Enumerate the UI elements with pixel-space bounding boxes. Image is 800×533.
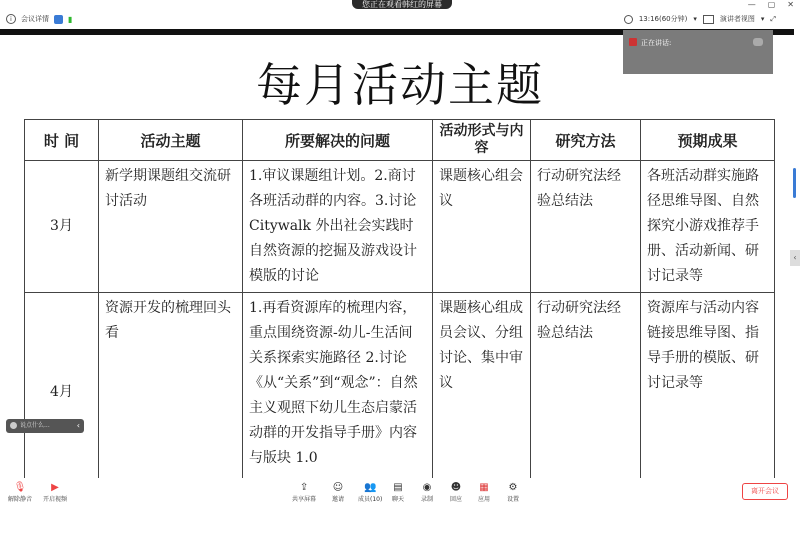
invite-button[interactable] bbox=[332, 482, 344, 503]
chevron-right-icon[interactable]: ‹ bbox=[790, 250, 800, 266]
mic-muted-icon: 🎙 bbox=[13, 482, 27, 493]
share-screen-button[interactable] bbox=[292, 482, 316, 503]
table-row bbox=[25, 293, 775, 479]
cell-form: 课题核心组会议 bbox=[433, 161, 531, 293]
settings-button[interactable] bbox=[507, 482, 519, 503]
cell-method: 行动研究法经验总结法 bbox=[531, 161, 641, 293]
leave-meeting-button[interactable]: 离开会议 bbox=[742, 483, 788, 500]
restore-icon[interactable]: ▢ bbox=[767, 0, 776, 9]
unmute-button[interactable] bbox=[8, 482, 32, 503]
settings-icon: ⚙ bbox=[508, 482, 518, 493]
header-form: 活动形式与内容 bbox=[433, 120, 531, 161]
cell-problem: 1.审议课题组计划。2.商讨各班活动群的内容。3.讨论 Citywalk 外出社会实践时自然资源的挖掘及游戏设计模版的讨论 bbox=[243, 161, 433, 293]
speaking-label: 正在讲话: bbox=[641, 39, 672, 47]
info-icon[interactable]: i bbox=[6, 14, 16, 24]
window-controls bbox=[748, 0, 794, 9]
clock-icon bbox=[624, 15, 633, 24]
members-button[interactable] bbox=[358, 482, 382, 503]
shield-icon[interactable] bbox=[54, 15, 63, 24]
record-button[interactable] bbox=[421, 482, 433, 503]
reaction-icon: ☻ bbox=[450, 482, 462, 493]
chevron-left-icon[interactable]: ‹ bbox=[76, 421, 80, 430]
reaction-button[interactable] bbox=[450, 482, 462, 503]
chevron-down-icon[interactable]: ▾ bbox=[760, 15, 765, 23]
header-theme: 活动主题 bbox=[99, 120, 243, 161]
record-icon: ◉ bbox=[422, 482, 432, 493]
camera-off-icon: ▶ bbox=[51, 482, 59, 493]
top-bar bbox=[0, 9, 800, 29]
members-label: 成员(10) bbox=[358, 496, 383, 503]
record-label: 录制 bbox=[421, 496, 434, 503]
table-row bbox=[25, 161, 775, 293]
cell-theme: 资源开发的梳理回头看 bbox=[99, 293, 243, 479]
speaker-panel bbox=[623, 30, 773, 74]
cell-theme: 新学期课题组交流研讨活动 bbox=[99, 161, 243, 293]
start-video-button[interactable] bbox=[43, 482, 67, 503]
screen-share-notice: 您正在观看韩红的屏幕 bbox=[352, 0, 452, 9]
chat-icon: ▤ bbox=[393, 482, 403, 493]
settings-label: 设置 bbox=[507, 496, 520, 503]
chat-placeholder: 说点什么... bbox=[20, 422, 50, 429]
view-toggle[interactable]: 演讲者视图 bbox=[719, 15, 755, 23]
shared-slide bbox=[0, 35, 792, 478]
share-screen-label: 共享屏幕 bbox=[292, 496, 317, 503]
invite-label: 邀请 bbox=[332, 496, 345, 503]
invite-icon: ☺ bbox=[332, 482, 344, 493]
apps-button[interactable] bbox=[478, 482, 490, 503]
meeting-toolbar bbox=[0, 478, 800, 533]
cell-result: 各班活动群实施路径思维导图、自然探究小游戏推荐手册、活动新闻、研讨记录等 bbox=[641, 161, 775, 293]
header-problem: 所要解决的问题 bbox=[243, 120, 433, 161]
start-video-label: 开启视频 bbox=[43, 496, 68, 503]
chevron-down-icon[interactable]: ▾ bbox=[693, 15, 697, 23]
signal-icon[interactable]: ▮ bbox=[68, 14, 73, 24]
chat-label: 聊天 bbox=[392, 496, 405, 503]
chat-button[interactable] bbox=[392, 482, 404, 503]
apps-icon: ▦ bbox=[479, 482, 489, 493]
cell-problem: 1.再看资源库的梳理内容，重点围绕资源-幼儿-生活间关系探索实施路径 2.讨论《从“关系”到“观念”：自然主义观照下幼儿生态启蒙活动群的开发指导手册》内容与版块 1.0 bbox=[243, 293, 433, 479]
unmute-label: 解除静音 bbox=[8, 496, 33, 503]
slide-title: 每月活动主题 bbox=[256, 58, 544, 112]
table-header-row bbox=[25, 120, 775, 161]
cell-result: 资源库与活动内容链接思维导图、指导手册的模版、研讨记录等 bbox=[641, 293, 775, 479]
cell-month: 3月 bbox=[25, 161, 99, 293]
chat-quick-input[interactable] bbox=[6, 419, 84, 433]
header-method: 研究方法 bbox=[531, 120, 641, 161]
emoji-icon[interactable] bbox=[10, 422, 17, 429]
meeting-time: 13:16(60分钟) bbox=[638, 15, 688, 23]
cell-method: 行动研究法经验总结法 bbox=[531, 293, 641, 479]
header-time: 时 间 bbox=[25, 120, 99, 161]
meeting-info-label[interactable]: 会议详情 bbox=[21, 15, 49, 23]
close-icon[interactable]: ✕ bbox=[787, 0, 794, 9]
header-result: 预期成果 bbox=[641, 120, 775, 161]
fullscreen-icon[interactable]: ⤢ bbox=[770, 14, 776, 23]
apps-label: 应用 bbox=[478, 496, 491, 503]
scroll-thumb[interactable] bbox=[793, 168, 796, 198]
cell-form: 课题核心组成员会议、分组讨论、集中审议 bbox=[433, 293, 531, 479]
speaker-avatar-icon bbox=[629, 38, 637, 46]
layout-icon[interactable] bbox=[703, 15, 714, 24]
share-screen-icon: ⇪ bbox=[299, 482, 309, 493]
cell-month: 4月 bbox=[25, 293, 99, 479]
mic-icon bbox=[753, 38, 763, 46]
members-icon: 👥 bbox=[363, 482, 377, 493]
activity-table bbox=[24, 119, 775, 478]
minimize-icon[interactable]: — bbox=[747, 0, 756, 9]
reaction-label: 回应 bbox=[450, 496, 463, 503]
